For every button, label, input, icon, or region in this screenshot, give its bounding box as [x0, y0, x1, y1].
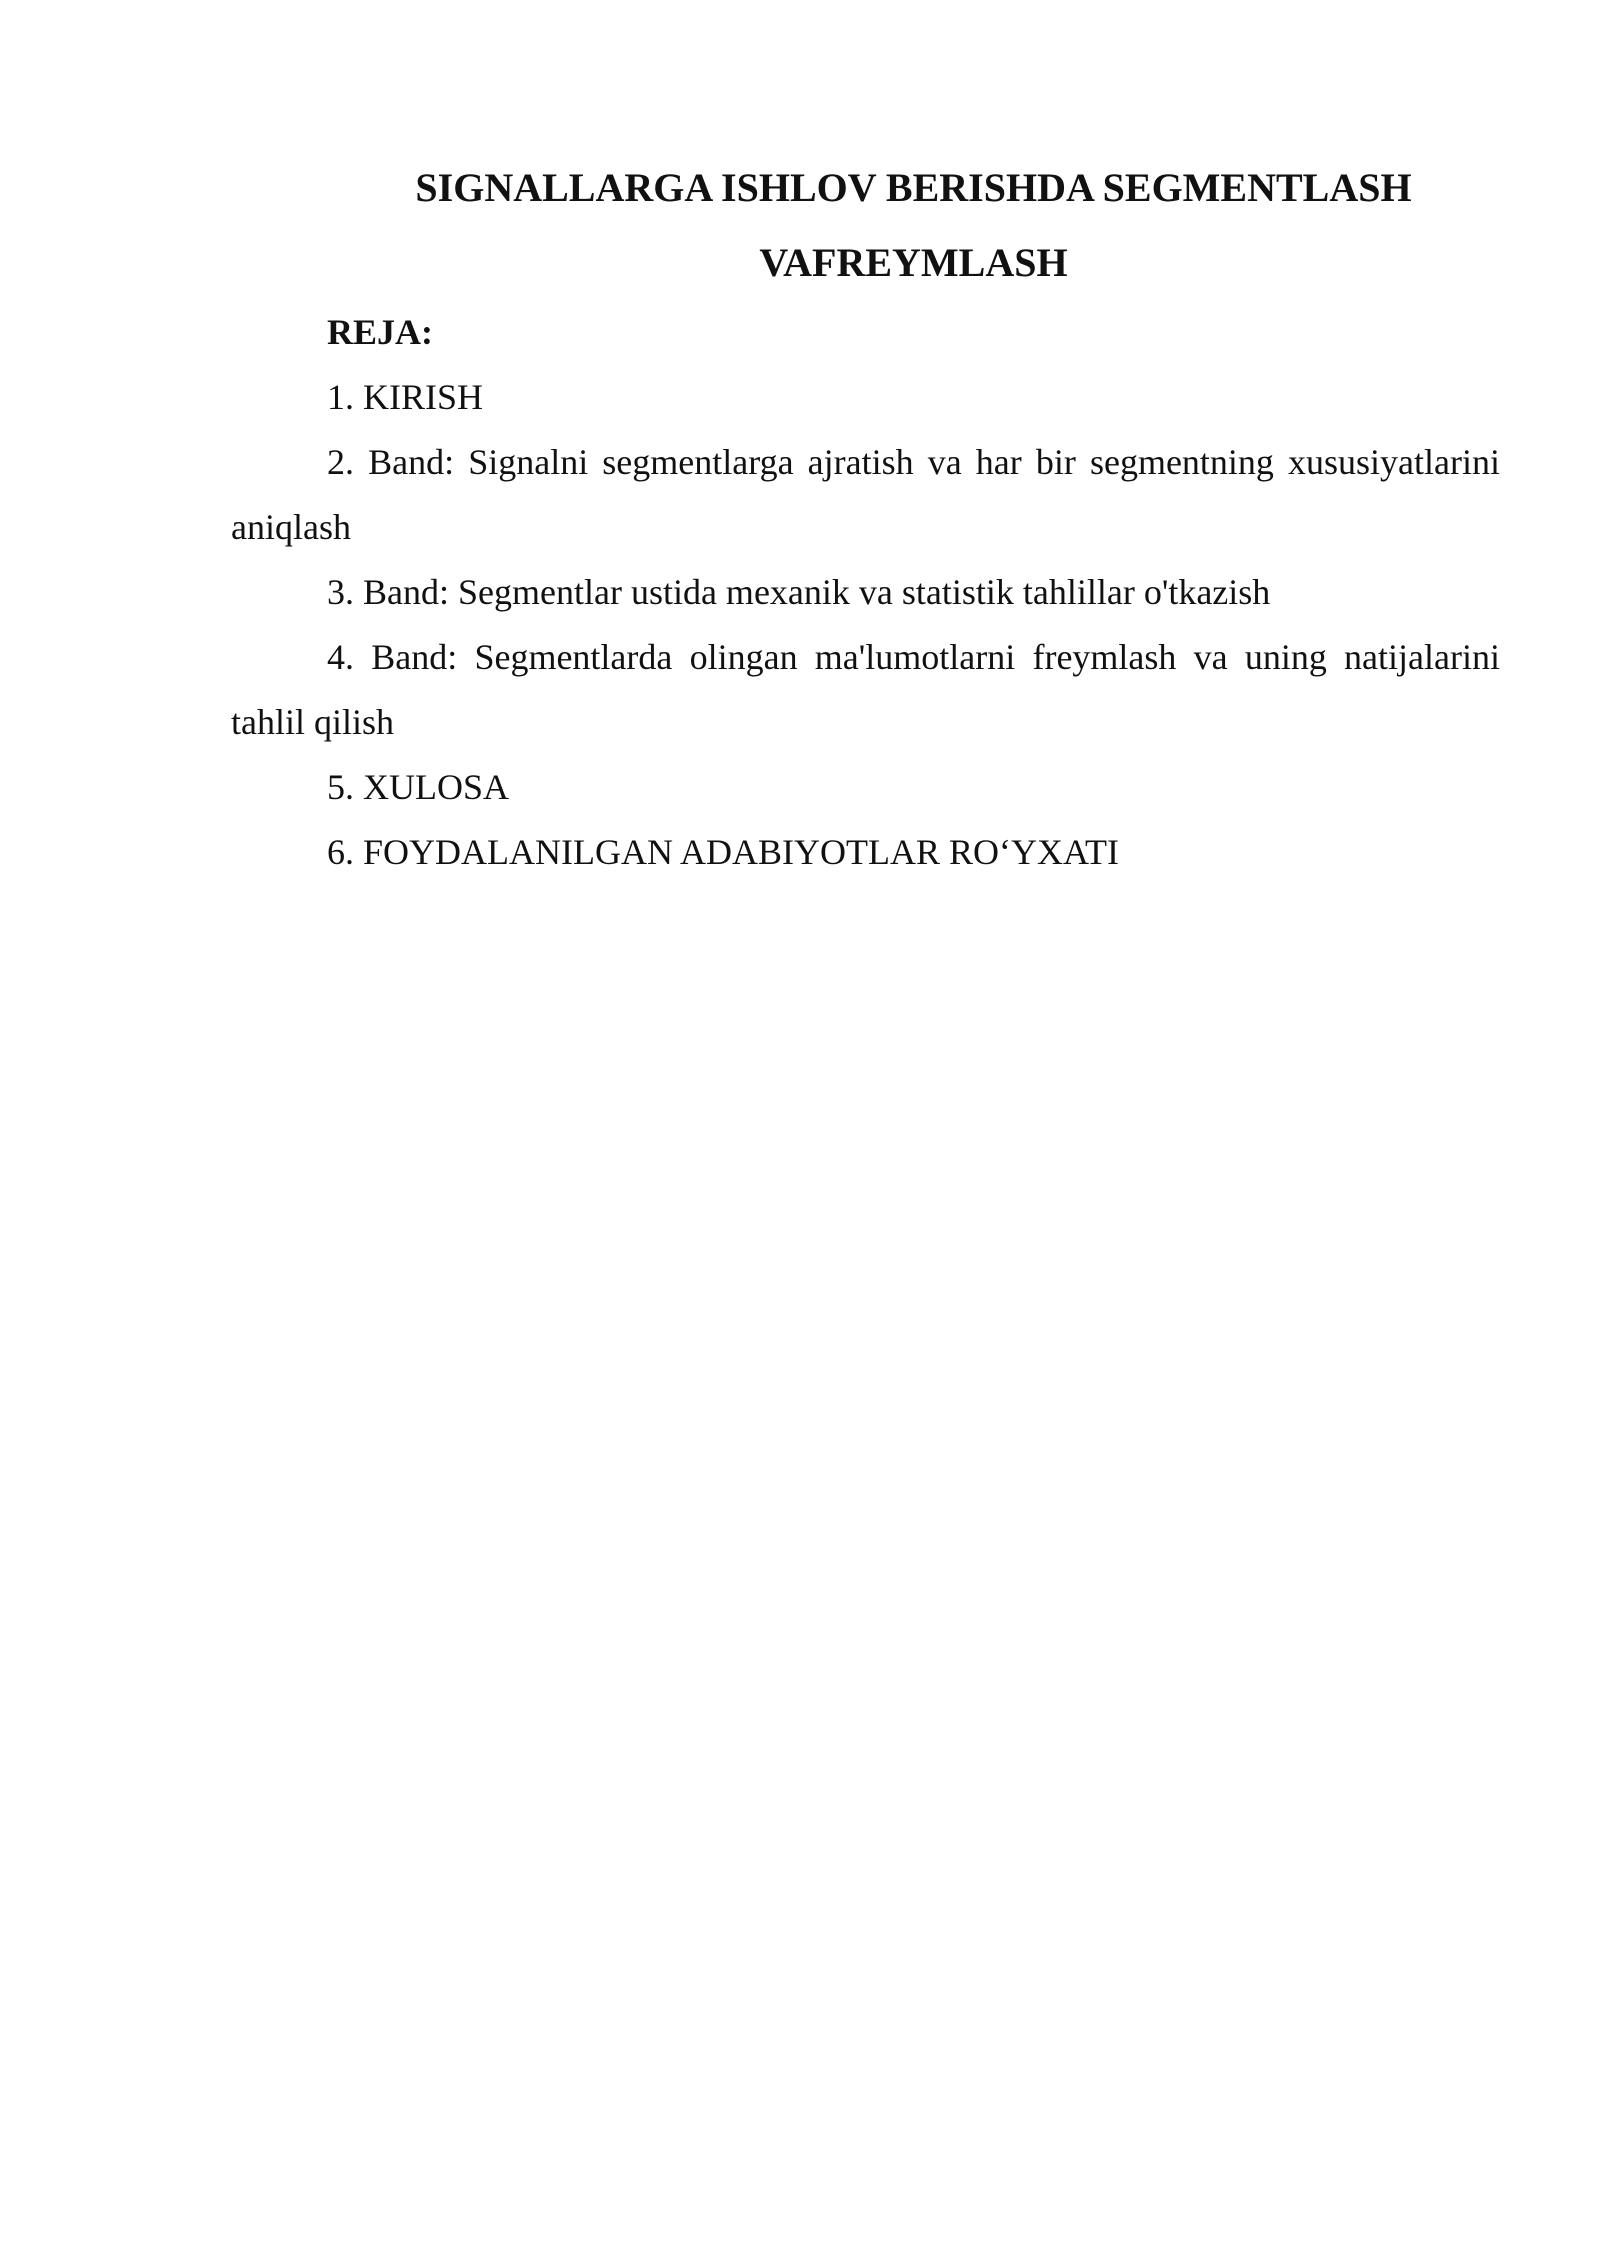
title-line-1: SIGNALLARGA ISHLOV BERISHDA SEGMENTLASH: [415, 165, 1412, 210]
document-title: [231, 150, 1500, 300]
plan-item-segmentation: 2. Band: Signalni segmentlarga ajratish va har bir segmentning xususiyatlarini aniqlash: [231, 442, 1500, 547]
plan-heading: REJA:: [327, 312, 433, 352]
plan-list: [231, 365, 1500, 885]
title-line-2: VAFREYMLASH: [759, 240, 1068, 285]
plan-item-references: 6. FOYDALANILGAN ADABIYOTLAR RO‘YXATI: [327, 832, 1119, 872]
plan-item-introduction: 1. KIRISH: [327, 377, 484, 417]
plan-item-conclusion: 5. XULOSA: [327, 767, 510, 807]
page-content: [231, 150, 1500, 885]
plan-item-framing: 4. Band: Segmentlarda olingan ma'lumotlarni freymlash va uning natijalarini tahlil qilish: [231, 637, 1500, 742]
plan-item-analysis: 3. Band: Segmentlar ustida mexanik va statistik tahlillar o'tkazish: [327, 572, 1271, 612]
